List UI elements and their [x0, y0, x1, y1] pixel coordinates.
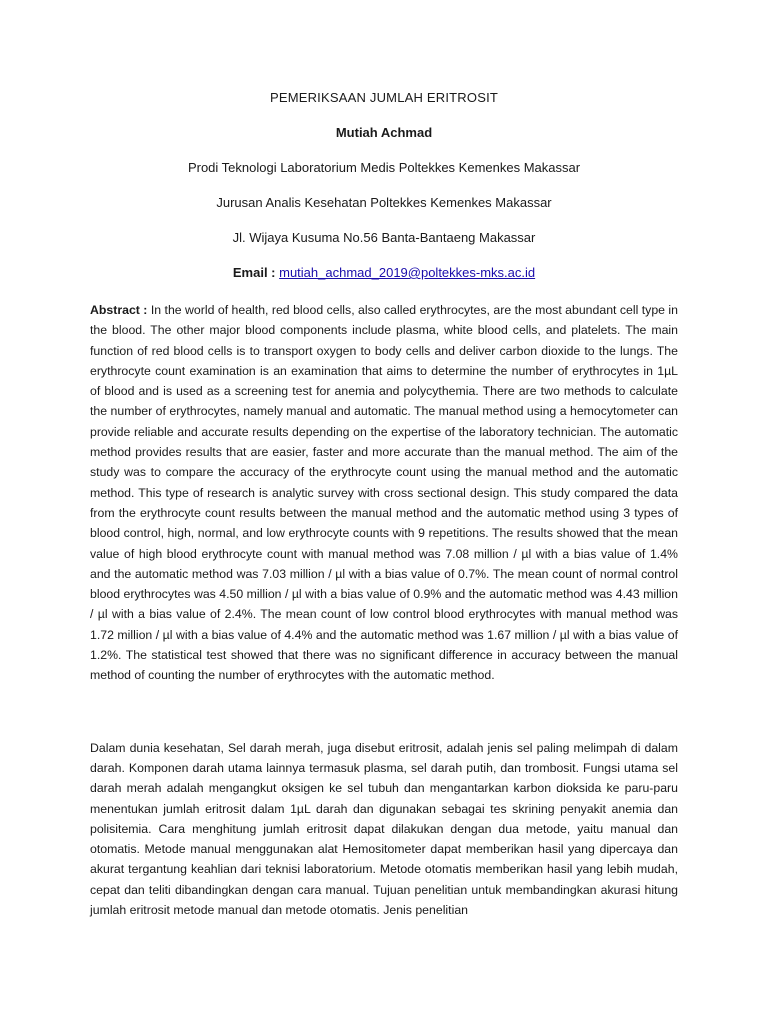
affiliation-1: Prodi Teknologi Laboratorium Medis Poltekkes Kemenkes Makassar	[187, 160, 581, 175]
address: Jl. Wijaya Kusuma No.56 Banta-Bantaeng Makassar	[232, 230, 536, 245]
abstract-paragraph	[90, 300, 678, 686]
abstract-label: Abstract :	[90, 303, 148, 317]
author-name: Mutiah Achmad	[335, 125, 433, 140]
email-link[interactable]: mutiah_achmad_2019@poltekkes-mks.ac.id	[279, 265, 536, 280]
paper-title: PEMERIKSAAN JUMLAH ERITROSIT	[269, 90, 499, 105]
body-paragraph: Dalam dunia kesehatan, Sel darah merah, juga disebut eritrosit, adalah jenis sel paling melimpah di dalam darah. Komponen darah utama lainnya termasuk plasma, sel darah putih, dan trombosit. Fungsi utama sel darah merah adalah mengangkut oksigen ke sel tubuh dan mengantarkan karbon dioksida ke paru-paru menentukan jumlah eritrosit dalam 1µL darah dan digunakan sebagai tes skrining penyakit anemia dan polisitemia. Cara menghitung jumlah eritrosit dapat dilakukan dengan dua metode, yaitu manual dan otomatis. Metode manual menggunakan alat Hemositometer dapat memberikan hasil yang dipercaya dan akurat tergantung keahlian dari teknisi laboratorium. Metode otomatis memberikan hasil yang lebih mudah, cepat dan teliti dibandingkan dengan cara manual. Tujuan penelitian untuk membandingkan akurasi hitung jumlah eritrosit metode manual dan metode otomatis. Jenis penelitian	[90, 740, 678, 918]
email-line	[90, 265, 678, 280]
abstract-text: In the world of health, red blood cells, also called erythrocytes, are the most abundant cell type in the blood. The other major blood components include plasma, white blood cells, and platelets. The main function of red blood cells is to transport oxygen to body cells and deliver carbon dioxide to the lungs. The erythrocyte count examination is an examination that aims to determine the number of erythrocytes in 1µL of blood and is used as a screening test for anemia and polycythemia. There are two methods to calculate the number of erythrocytes, namely manual and automatic. The manual method using a hemocytometer can provide reliable and accurate results depending on the expertise of the laboratory technician. The automatic method provides results that are easier, faster and more accurate than the manual method. The aim of the study was to compare the accuracy of the erythrocyte count using the manual method and the automatic method. This type of research is analytic survey with cross sectional design. This study compared the data from the erythrocyte count results between the manual method and the automatic method using 3 types of blood control, high, normal, and low erythrocyte counts with 9 repetitions. The results showed that the mean value of high blood erythrocyte count with manual method was 7.08 million / µl with a bias value of 1.4% and the automatic method was 7.03 million / µl with a bias value of 0.7%. The mean count of normal control blood erythrocytes was 4.50 million / µl with a bias value of 0.9% and the automatic method was 4.43 million / µl with a bias value of 2.4%. The mean count of low control blood erythrocytes with manual method was 1.72 million / µl with a bias value of 4.4% and the automatic method was 1.67 million / µl with a bias value of 1.2%. The statistical test showed that there was no significant difference in accuracy between the manual method of counting the number of erythrocytes with the automatic method.	[90, 303, 678, 683]
affiliation-2: Jurusan Analis Kesehatan Poltekkes Kemenkes Makassar	[216, 195, 552, 210]
email-label: Email :	[232, 265, 276, 280]
